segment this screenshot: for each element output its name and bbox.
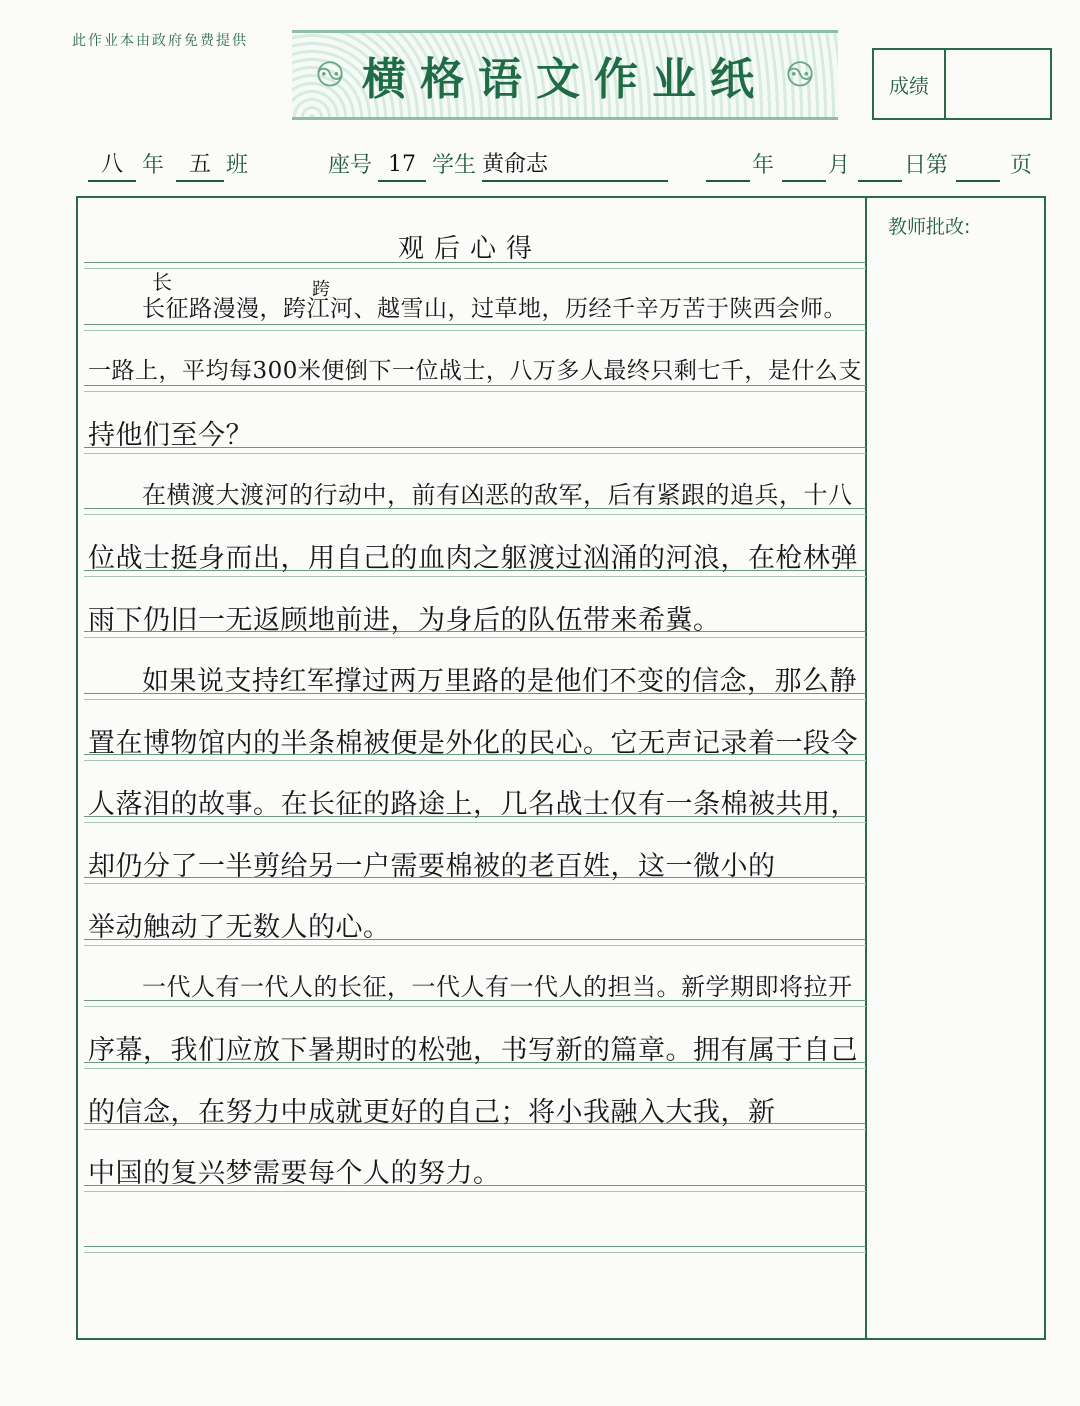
ruled-line: [84, 699, 866, 700]
page-label: 页: [1010, 153, 1033, 178]
score-box: [872, 48, 1052, 120]
essay-line: 却仍分了一半剪给另一户需要棉被的老百姓，这一微小的: [88, 850, 776, 882]
margin-divider: [865, 196, 867, 1340]
year-blank: [706, 150, 750, 182]
ruled-line: [84, 760, 866, 761]
paper-title: 横格语文作业纸: [362, 54, 768, 105]
wave-ornament-icon: ࿊: [785, 54, 815, 95]
essay-line: 长征路漫漫，跨江河、越雪山，过草地，历经千辛万苦于陕西会师。: [142, 296, 847, 322]
ruled-line: [84, 1252, 866, 1253]
ruled-line: [84, 1191, 866, 1192]
ruled-line: [84, 883, 866, 884]
essay-line: 一代人有一代人的长征，一代人有一代人的担当。新学期即将拉开: [142, 972, 853, 1001]
score-value: [946, 50, 1050, 118]
essay-line: 持他们至今？: [88, 420, 253, 451]
essay-line: 序幕，我们应放下暑期时的松弛，书写新的篇章。拥有属于自己: [88, 1035, 858, 1066]
essay-line: 中国的复兴梦需要每个人的努力。: [88, 1158, 501, 1189]
day-label: 日第: [904, 153, 949, 178]
month-blank: [782, 150, 826, 182]
class-value: 五: [176, 150, 224, 182]
student-name: 黄俞志: [482, 150, 668, 182]
student-label: 学生: [432, 153, 477, 178]
essay-line: 置在博物馆内的半条棉被便是外化的民心。它无声记录着一段令: [88, 727, 858, 759]
ruled-line: [84, 822, 866, 823]
essay-line: 如果说支持红军撑过两万里路的是他们不变的信念，那么静: [142, 666, 857, 697]
ruled-line: [84, 453, 866, 454]
essay-line: 人落泪的故事。在长征的路途上，几名战士仅有一条棉被共用，: [88, 789, 858, 820]
ruled-line: [84, 1246, 866, 1247]
ruled-line: [84, 1006, 866, 1007]
page-blank: [956, 150, 1000, 182]
essay-line: 一路上，平均每300米便倒下一位战士，八万多人最终只剩七千，是什么支: [88, 357, 862, 384]
essay-line: 举动触动了无数人的心。: [88, 912, 391, 943]
ruled-line: [84, 1068, 866, 1069]
free-provided-note: 此作业本由政府免费提供: [72, 33, 248, 49]
ruled-line: [84, 1129, 866, 1130]
class-label: 班: [226, 153, 249, 178]
essay-line: 在横渡大渡河的行动中，前有凶恶的敌军，后有紧跟的追兵，十八: [142, 480, 853, 509]
ruled-line: [84, 330, 866, 331]
month-label: 月: [828, 153, 851, 178]
year-label: 年: [752, 153, 775, 178]
title-banner: [292, 30, 838, 120]
correction-mark: 跨: [312, 279, 331, 300]
correction-mark: 长: [152, 270, 173, 294]
seat-label: 座号: [328, 153, 373, 178]
ruled-line: [84, 576, 866, 577]
ruled-line: [84, 514, 866, 515]
ruled-line: [84, 385, 866, 386]
wave-ornament-icon: ࿊: [315, 54, 345, 95]
seat-value: 17: [378, 150, 426, 182]
essay-line: 位战士挺身而出，用自己的血肉之躯渡过汹涌的河浪，在枪林弹: [88, 543, 858, 574]
essay-line: 的信念，在努力中成就更好的自己；将小我融入大我，新: [88, 1096, 776, 1128]
ruled-line: [84, 945, 866, 946]
essay-title: 观后心得: [398, 234, 543, 264]
essay-line: 雨下仍旧一无返顾地前进，为身后的队伍带来希冀。: [88, 604, 721, 636]
ruled-line: [84, 637, 866, 638]
ruled-line: [84, 268, 866, 269]
ruled-line: [84, 391, 866, 392]
ruled-line: [84, 324, 866, 325]
teacher-comment-label: 教师批改:: [888, 216, 971, 238]
grade-label: 年: [142, 153, 165, 178]
grade-value: 八: [88, 150, 136, 182]
day-blank: [858, 150, 902, 182]
score-label: 成绩: [874, 50, 946, 118]
